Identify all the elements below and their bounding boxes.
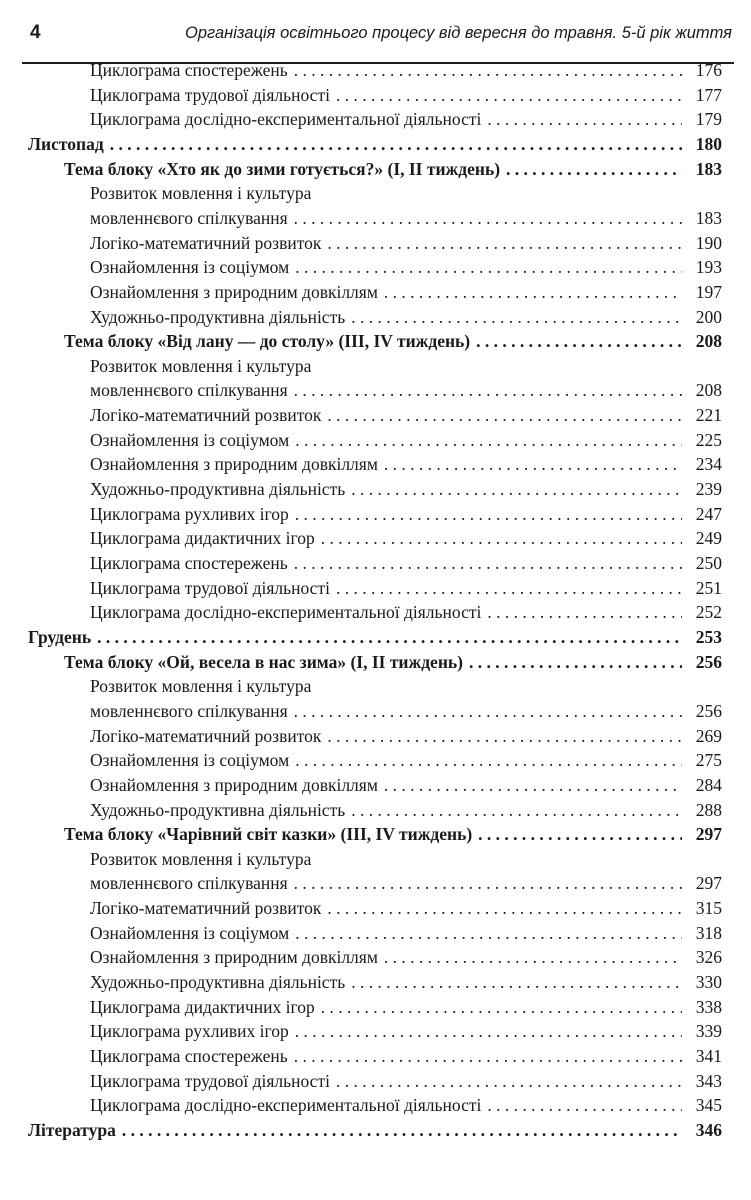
toc-page-number: 253 bbox=[695, 627, 722, 647]
toc-page-number: 339 bbox=[695, 1021, 722, 1041]
toc-entry-label: Художньо-продуктивна діяльність bbox=[90, 307, 346, 327]
toc-page-number: 338 bbox=[695, 997, 722, 1017]
toc-section bbox=[28, 132, 722, 157]
toc-entry bbox=[90, 403, 722, 428]
toc-entry-label: Грудень bbox=[28, 627, 92, 647]
toc-entry bbox=[90, 600, 722, 625]
toc-entry-label: Логіко-математичний розвиток bbox=[90, 405, 322, 425]
toc-entry bbox=[90, 452, 722, 477]
dot-leader bbox=[295, 255, 682, 280]
toc-entry-label: Циклограма дидактичних ігор bbox=[90, 997, 315, 1017]
toc-entry-label: Ознайомлення із соціумом bbox=[90, 750, 290, 770]
dot-leader bbox=[469, 650, 682, 675]
dot-leader bbox=[384, 773, 682, 798]
toc-entry-label: Циклограма спостережень bbox=[90, 553, 288, 573]
toc-page-number: 193 bbox=[695, 257, 722, 277]
dot-leader bbox=[294, 58, 682, 83]
toc-page-number: 247 bbox=[695, 504, 722, 524]
toc-entry-label: Ознайомлення з природним довкіллям bbox=[90, 454, 378, 474]
toc-entry-label: мовленнєвого спілкування bbox=[90, 208, 288, 228]
toc-page-number: 183 bbox=[695, 159, 722, 179]
toc-entry bbox=[90, 773, 722, 798]
toc-entry-label: Ознайомлення з природним довкіллям bbox=[90, 282, 378, 302]
toc-entry-label: Циклограма дидактичних ігор bbox=[90, 528, 315, 548]
toc-topic bbox=[64, 157, 722, 182]
toc-entry bbox=[90, 477, 722, 502]
dot-leader bbox=[384, 945, 682, 970]
toc-page-number: 256 bbox=[695, 701, 722, 721]
dot-leader bbox=[295, 1019, 682, 1044]
toc-entry-label: Ознайомлення із соціумом bbox=[90, 923, 290, 943]
dot-leader bbox=[336, 1069, 682, 1094]
toc-entry-label: Тема блоку «Ой, весела в нас зима» (І, ІІ тиждень) bbox=[64, 652, 463, 672]
toc-entry bbox=[90, 748, 722, 773]
toc-entry-label: Циклограма спостережень bbox=[90, 60, 288, 80]
dot-leader bbox=[295, 502, 682, 527]
toc-page-number: 252 bbox=[695, 602, 722, 622]
toc-entry bbox=[90, 1069, 722, 1094]
toc-entry bbox=[90, 699, 722, 724]
dot-leader bbox=[110, 132, 682, 157]
dot-leader bbox=[327, 896, 682, 921]
toc-topic bbox=[64, 822, 722, 847]
toc-entry bbox=[90, 871, 722, 896]
dot-leader bbox=[351, 970, 682, 995]
dot-leader bbox=[327, 403, 682, 428]
toc-page-number: 284 bbox=[695, 775, 722, 795]
dot-leader bbox=[327, 231, 682, 256]
toc-entry-label: Тема блоку «Від лану — до столу» (ІІІ, IV тиждень) bbox=[64, 331, 471, 351]
page-number: 4 bbox=[30, 22, 41, 43]
toc-topic bbox=[64, 329, 722, 354]
toc-entry bbox=[90, 551, 722, 576]
dot-leader bbox=[384, 452, 682, 477]
toc-entry bbox=[90, 798, 722, 823]
toc-page-number: 221 bbox=[695, 405, 722, 425]
toc-page-number: 345 bbox=[695, 1095, 722, 1115]
toc-entry-label: Тема блоку «Чарівний світ казки» (ІІІ, IV тиждень) bbox=[64, 824, 473, 844]
toc-entry bbox=[90, 995, 722, 1020]
toc-entry-label: Циклограма дослідно-експериментальної діяльності bbox=[90, 109, 482, 129]
toc-entry-label: Циклограма дослідно-експериментальної діяльності bbox=[90, 602, 482, 622]
dot-leader bbox=[478, 822, 682, 847]
toc-entry-label: Циклограма трудової діяльності bbox=[90, 1071, 330, 1091]
toc-page-number: 256 bbox=[695, 652, 722, 672]
toc-page-number: 225 bbox=[695, 430, 722, 450]
dot-leader bbox=[384, 280, 682, 305]
toc-entry-label: Тема блоку «Хто як до зими готується?» (І, ІІ тиждень) bbox=[64, 159, 501, 179]
dot-leader bbox=[321, 995, 682, 1020]
toc-entry bbox=[90, 921, 722, 946]
toc-page-number: 234 bbox=[695, 454, 722, 474]
toc-entry-label: Логіко-математичний розвиток bbox=[90, 233, 322, 253]
running-title: Організація освітнього процесу від вересня до травня. 5-й рік життя bbox=[185, 24, 732, 42]
dot-leader bbox=[336, 576, 682, 601]
toc-page-number: 251 bbox=[695, 578, 722, 598]
toc-entry bbox=[90, 1093, 722, 1118]
dot-leader bbox=[487, 107, 682, 132]
dot-leader bbox=[476, 329, 682, 354]
toc-entry bbox=[90, 1044, 722, 1069]
toc-entry-label: Логіко-математичний розвиток bbox=[90, 726, 322, 746]
toc-page-number: 208 bbox=[695, 380, 722, 400]
dot-leader bbox=[122, 1118, 682, 1143]
dot-leader bbox=[506, 157, 682, 182]
toc-entry bbox=[90, 970, 722, 995]
toc-entry bbox=[90, 576, 722, 601]
toc-section bbox=[28, 1118, 722, 1143]
toc-entry bbox=[90, 206, 722, 231]
dot-leader bbox=[487, 600, 682, 625]
dot-leader bbox=[351, 305, 682, 330]
toc-page-number: 330 bbox=[695, 972, 722, 992]
toc-entry bbox=[90, 378, 722, 403]
toc-entry-label: Циклограма рухливих ігор bbox=[90, 1021, 289, 1041]
toc-entry-label: Циклограма рухливих ігор bbox=[90, 504, 289, 524]
toc-entry-label: Ознайомлення із соціумом bbox=[90, 257, 290, 277]
dot-leader bbox=[295, 748, 682, 773]
toc-entry-label: Циклограма трудової діяльності bbox=[90, 578, 330, 598]
toc-entry bbox=[90, 255, 722, 280]
toc-page-number: 297 bbox=[695, 824, 722, 844]
toc-topic bbox=[64, 650, 722, 675]
toc-entry-text: Розвиток мовлення і культура bbox=[90, 356, 312, 376]
toc-entry-text: Розвиток мовлення і культура bbox=[90, 676, 312, 696]
toc-page-number: 288 bbox=[695, 800, 722, 820]
toc-page-number: 177 bbox=[695, 85, 722, 105]
toc-entry-label: Художньо-продуктивна діяльність bbox=[90, 800, 346, 820]
toc-entry bbox=[90, 526, 722, 551]
toc-entry-text: Розвиток мовлення і культура bbox=[90, 183, 312, 203]
toc-page-number: 249 bbox=[695, 528, 722, 548]
toc-entry bbox=[90, 107, 722, 132]
toc-page-number: 326 bbox=[695, 947, 722, 967]
toc-page-number: 269 bbox=[695, 726, 722, 746]
toc-entry bbox=[90, 428, 722, 453]
toc-entry-label: Листопад bbox=[28, 134, 104, 154]
toc-page-number: 208 bbox=[695, 331, 722, 351]
dot-leader bbox=[294, 1044, 682, 1069]
page-header bbox=[22, 10, 734, 50]
dot-leader bbox=[294, 378, 682, 403]
dot-leader bbox=[351, 477, 682, 502]
toc-page-number: 197 bbox=[695, 282, 722, 302]
toc-entry bbox=[90, 83, 722, 108]
toc-page-number: 343 bbox=[695, 1071, 722, 1091]
dot-leader bbox=[295, 921, 682, 946]
toc-entry bbox=[90, 945, 722, 970]
toc-entry-label: Ознайомлення з природним довкіллям bbox=[90, 775, 378, 795]
toc-page-number: 183 bbox=[695, 208, 722, 228]
dot-leader bbox=[294, 871, 682, 896]
toc-page-number: 250 bbox=[695, 553, 722, 573]
toc-entry bbox=[90, 305, 722, 330]
toc-page-number: 179 bbox=[695, 109, 722, 129]
toc-entry-label: Література bbox=[28, 1120, 116, 1140]
toc-entry-label: Логіко-математичний розвиток bbox=[90, 898, 322, 918]
toc-entry-label: мовленнєвого спілкування bbox=[90, 873, 288, 893]
toc-entry bbox=[90, 280, 722, 305]
toc-entry bbox=[90, 1019, 722, 1044]
toc-entry bbox=[90, 58, 722, 83]
dot-leader bbox=[294, 551, 682, 576]
dot-leader bbox=[487, 1093, 682, 1118]
toc-entry bbox=[90, 502, 722, 527]
toc-page-number: 190 bbox=[695, 233, 722, 253]
toc-entry-label: Художньо-продуктивна діяльність bbox=[90, 479, 346, 499]
toc-page-number: 346 bbox=[695, 1120, 722, 1140]
toc-entry-label: мовленнєвого спілкування bbox=[90, 380, 288, 400]
toc-entry-label: мовленнєвого спілкування bbox=[90, 701, 288, 721]
toc-entry-label: Ознайомлення із соціумом bbox=[90, 430, 290, 450]
toc-page-number: 297 bbox=[695, 873, 722, 893]
dot-leader bbox=[294, 699, 682, 724]
dot-leader bbox=[97, 625, 682, 650]
toc-entry bbox=[90, 231, 722, 256]
toc-entry-label: Циклограма спостережень bbox=[90, 1046, 288, 1066]
toc-entry-label: Циклограма трудової діяльності bbox=[90, 85, 330, 105]
dot-leader bbox=[336, 83, 682, 108]
dot-leader bbox=[327, 724, 682, 749]
toc-entry-label: Циклограма дослідно-експериментальної діяльності bbox=[90, 1095, 482, 1115]
dot-leader bbox=[295, 428, 682, 453]
dot-leader bbox=[321, 526, 682, 551]
toc-page-number: 180 bbox=[695, 134, 722, 154]
dot-leader bbox=[351, 798, 682, 823]
toc-page-number: 318 bbox=[695, 923, 722, 943]
toc-section bbox=[28, 625, 722, 650]
toc-entry-label: Художньо-продуктивна діяльність bbox=[90, 972, 346, 992]
toc-page-number: 239 bbox=[695, 479, 722, 499]
toc-page-number: 200 bbox=[695, 307, 722, 327]
toc-page-number: 341 bbox=[695, 1046, 722, 1066]
toc-page-number: 315 bbox=[695, 898, 722, 918]
toc-page-number: 176 bbox=[695, 60, 722, 80]
dot-leader bbox=[294, 206, 682, 231]
toc-entry-text: Розвиток мовлення і культура bbox=[90, 849, 312, 869]
toc-entry bbox=[90, 896, 722, 921]
toc-entry-label: Ознайомлення з природним довкіллям bbox=[90, 947, 378, 967]
toc-entry bbox=[90, 724, 722, 749]
toc-page-number: 275 bbox=[695, 750, 722, 770]
